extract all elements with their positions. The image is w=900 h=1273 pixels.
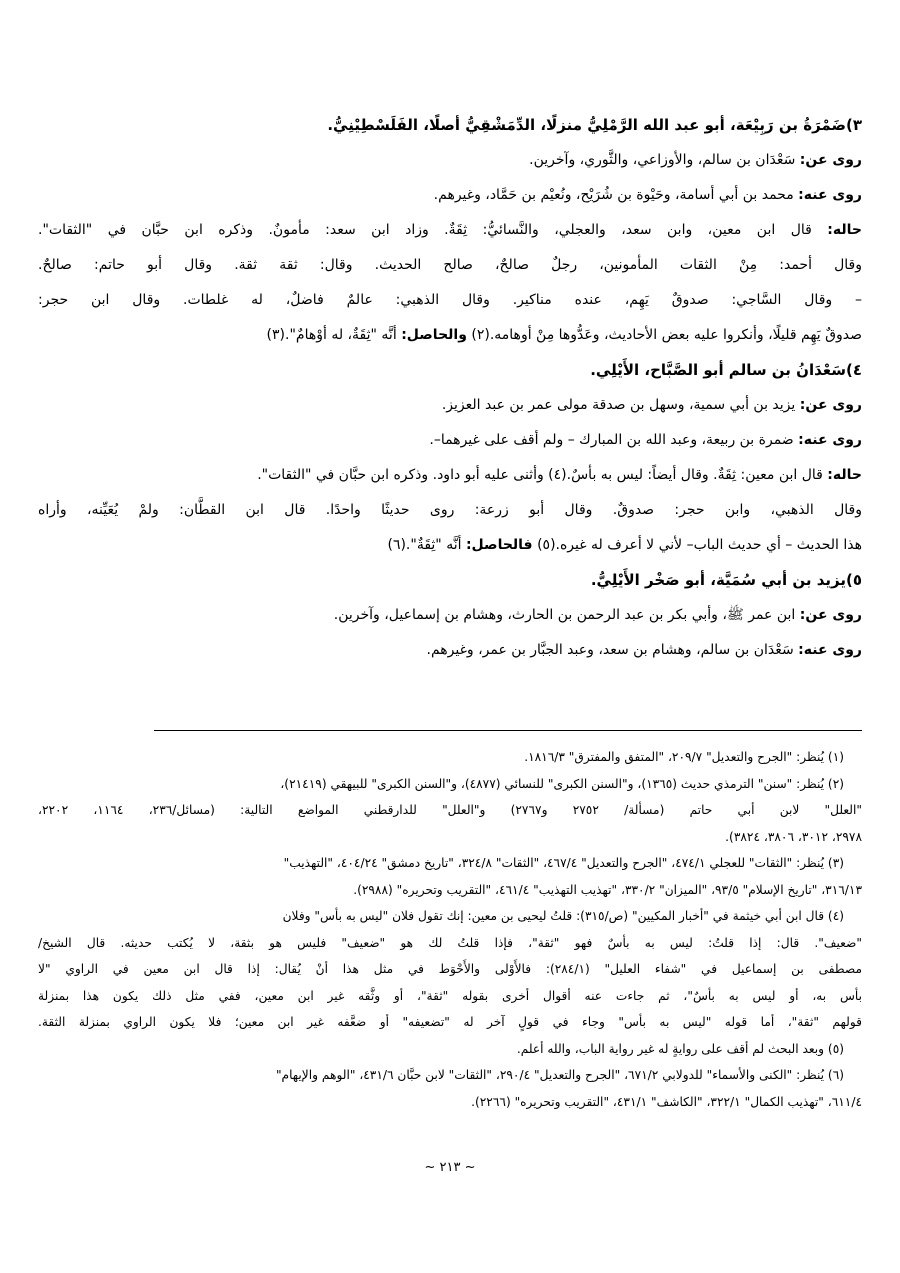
status-text: قال ابن معين: ثِقَةٌ. وقال أيضاً: ليس به بأسٌ.(٤) وأثنى عليه أبو داود. وذكره ابن حبَّان في "الثقات". [257,467,823,483]
status-conclusion-line [38,318,862,353]
narrated-from-line [38,388,862,423]
footnote-line: ٢٩٧٨، ٣٠١٢، ٣٨٠٦، ٣٨٢٤). [725,829,862,844]
status-text: قال ابن معين، وابن سعد، والعجلي، والنَّسائيُّ: ثِقَةٌ. وزاد ابن سعد: مأمونٌ. وذكره ابن حبَّان في "الثقات". [38,222,812,238]
narrated-by-text: ضمرة بن ربيعة، وعبد الله بن المبارك – ولم أقف على غيرهما–. [429,432,794,448]
narrated-from-label: روى عن: [799,152,862,168]
status-line [38,213,862,248]
status-label: حاله: [827,467,862,483]
status-text: صدوقٌ يَهِم قليلًا، وأنكروا عليه بعض الأحاديث، وعَدُّوها مِنْ أوهامه.(٢) [471,327,862,343]
narrated-from-line [38,143,862,178]
footnote-line: (٦) يُنظر: "الكنى والأسماء" للدولابي ٦٧١/٢، "الجرح والتعديل" ٢٩٠/٤، "الثقات" لابن حبَّان ٤٣١/٦، "الوهم والإيهام" [275,1068,844,1082]
footnote-line: (٢) يُنظر: "سنن" الترمذي حديث (١٣٦٥)، و"السنن الكبرى" للنسائي (٤٨٧٧)، و"السنن الكبرى" للبيهقي (٢١٤١٩)، [280,776,844,791]
narrated-by-label: روى عنه: [798,642,862,658]
main-text [38,108,862,668]
conclusion-label: والحاصل: [401,327,467,343]
document-page [38,0,862,1273]
status-line: وقال الذهبي، وابن حجر: صدوقٌ. وقال أبو زرعة: روى حديثًا واحدًا. قال ابن القطَّان: ولمْ يُعَيِّنه، وأراه [38,502,862,518]
narrated-by-label: روى عنه: [798,432,862,448]
conclusion-text: أنَّه "ثِقَةٌ".(٦) [387,537,462,553]
page-number: ~ ٢١٣ ~ [424,1160,476,1175]
narrated-by-line [38,178,862,213]
narrated-from-line [38,598,862,633]
narrated-by-text: محمد بن أبي أسامة، وحَيْوة بن شُرَيْح، ونُعيْم بن حَمَّاد، وغيرهم. [433,187,794,203]
status-line: وقال أحمد: مِنْ الثقات المأمونين، رجلٌ صالحٌ، صالح الحديث. وقال: ثقة ثقة. وقال أبو حاتم: صالحٌ. [38,257,862,273]
narrated-from-text: يزيد بن أبي سمية، وسهل بن صدقة مولى عمر بن عبد العزيز. [441,397,796,413]
narrated-by-label: روى عنه: [798,187,862,203]
footnote-line: "ضعيف". قال: إذا قلتُ: ليس به بأسٌ فهو "ثقة"، فإذا قلتُ لك هو "ضعيف" فليس هو بثقة، لا يُكتب حديثه. قال الشيخ/ [38,935,862,950]
status-label: حاله: [827,222,862,238]
footnote-line: بأس به، أو ليس به بأسٌ"، ثم جاءت عنه أقوال أخرى بقوله "ثقة"، أو وثَّقه غير ابن معين، ففي مثل ذلك يكون هذا بمنزلة [38,988,862,1003]
footnote-line: "العلل" لابن أبي حاتم (مسألة/ ٢٧٥٢ و٢٧٦٧) و"العلل" للدارقطني المواضع التالية: (مسائل/٢٣٦، ١١٦٤، ٢٢٠٢، [38,803,862,817]
conclusion-text: أنَّه "ثِقَةٌ، له أوْهامٌ".(٣) [266,327,397,343]
conclusion-label: فالحاصل: [465,537,533,553]
narrator-heading: ٤)سَعْدَانُ بن سالم أبو الصَّبَّاح، الأَيْلِي. [590,361,862,379]
narrated-from-text: ابن عمر ﷺ، وأبي بكر بن عبد الرحمن بن الحارث، وهشام بن إسماعيل، وآخرين. [333,607,796,623]
footnote-separator [154,730,862,731]
footnote-line: ٦١١/٤، "تهذيب الكمال" ٣٢٢/١، "الكاشف" ٤٣١/١، "التقريب وتحريره" (٢٢٦٦). [471,1094,862,1109]
narrated-by-text: سَعْدَان بن سالم، وهشام بن سعد، وعبد الجبَّار بن عمر، وغيرهم. [426,642,794,658]
narrator-heading: ٥)يزيد بن أبي سُمَيَّة، أبو صَخْر الأَيْلِيُّ. [590,571,862,589]
footnote-line: (٣) يُنظر: "الثقات" للعجلي ٤٧٤/١، "الجرح والتعديل" ٤٦٧/٤، "الثقات" ٣٢٤/٨، "تاريخ دمشق" ٤٠٤/٢٤، "التهذيب" [283,856,844,870]
footnote-line: مصطفى بن إسماعيل في "شفاء العليل" (٢٨٤/١): فالأَوْلى والأَحْوَط في مثل هذا أنْ يُقال: إذا قال ابن معين في الراوي "لا [38,962,862,976]
footnote-line: قولهم "ثقة"، أما قوله "ليس به بأس" وجاء في قولٍ آخر له "تضعيفه" أو ضعَّفه غير ابن معين؛ فلا يكون الراوي بمنزلة الثقة. [38,1015,862,1029]
narrated-from-text: سَعْدَان بن سالم، والأوزاعي، والثَّوري، وآخرين. [529,152,796,168]
narrator-heading: ٣)ضَمْرَةُ بن رَبِيْعَة، أبو عبد الله الرَّمْلِيُّ منزلًا، الدِّمَشْقِيُّ أصلًا، الفَلَسْطِيْنِيُّ. [327,116,862,134]
narrated-from-label: روى عن: [799,607,862,623]
footnotes [38,744,862,1115]
status-conclusion-line [38,528,862,563]
narrated-from-label: روى عن: [799,397,862,413]
status-line [38,458,862,493]
status-text: هذا الحديث – أي حديث الباب– لأني لا أعرف له غيره.(٥) [537,537,862,553]
footnote-line: (٥) وبعد البحث لم أقف على روايةٍ له غير رواية الباب، والله أعلم. [516,1041,844,1056]
narrated-by-line [38,423,862,458]
footnote-line: (١) يُنظر: "الجرح والتعديل" ٢٠٩/٧، "المتفق والمفترق" ١٨١٦/٣. [524,750,844,764]
footnote-line: ٣١٦/١٣، "تاريخ الإسلام" ٩٣/٥، "الميزان" ٣٣٠/٢، "تهذيب التهذيب" ٤٦١/٤، "التقريب وتحريره" (٢٩٨٨). [353,882,862,897]
footnote-line: (٤) قال ابن أبي خيثمة في "أخبار المكيين" (ص/٣١٥): قلتُ ليحيى بن معين: إنك تقول فلان "ليس به بأس" وفلان [282,909,844,923]
narrated-by-line [38,633,862,668]
status-line: – وقال السَّاجي: صدوقٌ يَهِم، عنده مناكير. وقال الذهبي: عالمٌ فاضلٌ، له غلطات. وقال ابن حجر: [38,292,862,308]
